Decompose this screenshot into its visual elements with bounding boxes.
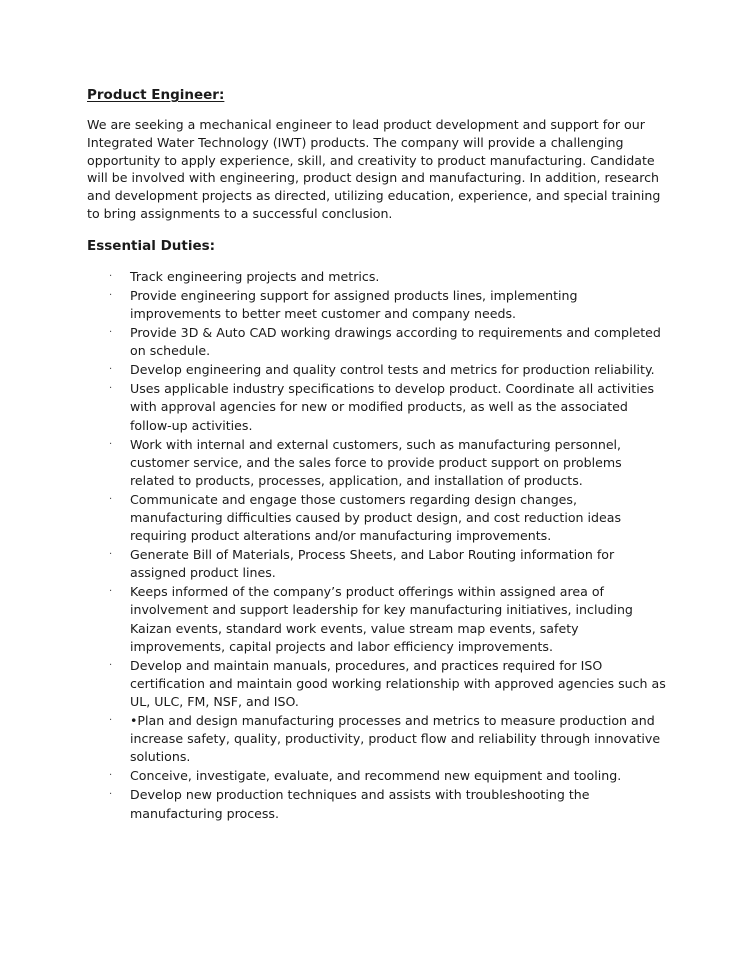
duty-item — [87, 712, 667, 766]
duties-list — [87, 268, 667, 823]
duty-item — [87, 380, 667, 434]
duty-item — [87, 287, 667, 323]
duty-text: Track engineering projects and metrics. — [130, 268, 380, 284]
bullet-icon: · — [109, 270, 113, 282]
bullet-icon: · — [109, 383, 113, 395]
bullet-icon: · — [109, 770, 113, 782]
duty-item — [87, 657, 667, 711]
duty-item — [87, 436, 667, 490]
duty-text: Develop and maintain manuals, procedures, and practices required for ISO certification and maintain good working relationship with approved agencies such as UL, ULC, FM, NSF, and ISO. — [130, 657, 666, 709]
duty-item — [87, 491, 667, 545]
bullet-icon: · — [109, 789, 113, 801]
bullet-icon: · — [109, 327, 113, 339]
duty-item — [87, 767, 667, 785]
duty-text: Develop new production techniques and assists with troubleshooting the manufacturing process. — [130, 787, 590, 821]
bullet-icon: · — [109, 659, 113, 671]
bullet-icon: · — [109, 493, 113, 505]
duty-item — [87, 546, 667, 582]
page-title: Product Engineer: — [87, 87, 225, 103]
duty-text: Conceive, investigate, evaluate, and recommend new equipment and tooling. — [130, 768, 622, 784]
bullet-icon: · — [109, 549, 113, 561]
duty-text: Generate Bill of Materials, Process Sheets, and Labor Routing information for assigned product lines. — [130, 547, 615, 581]
document-content — [87, 86, 667, 824]
duty-item — [87, 361, 667, 379]
duty-item — [87, 583, 667, 655]
duty-text: Uses applicable industry specifications to develop product. Coordinate all activities with approval agencies for new or modified products, as well as the associated follow-up activities. — [130, 381, 655, 433]
bullet-icon: · — [109, 364, 113, 376]
duty-text: Work with internal and external customers, such as manufacturing personnel, customer service, and the sales force to provide product support on problems related to products, processes, application, and installation of products. — [130, 436, 622, 488]
bullet-icon: · — [109, 438, 113, 450]
essential-duties-heading: Essential Duties: — [87, 237, 216, 254]
duty-text: Provide 3D & Auto CAD working drawings according to requirements and completed on schedule. — [130, 325, 661, 359]
duty-item — [87, 268, 667, 286]
duty-text: Provide engineering support for assigned products lines, implementing improvements to better meet customer and company needs. — [130, 287, 578, 321]
duty-text: Keeps informed of the company’s product offerings within assigned area of involvement and support leadership for key manufacturing initiatives, including Kaizan events, standard work events, value stream map events, safety improvements, capital projects and labor efficiency improvements. — [130, 584, 633, 654]
intro-paragraph: We are seeking a mechanical engineer to lead product development and support for our Integrated Water Technology (IWT) products. The company will provide a challenging opportunity to apply experience, skill, and creativity to product manufacturing. Candidate will be involved with engineering, product design and manufacturing. In addition, research and development projects as directed, utilizing education, experience, and special training to bring assignments to a successful conclusion. — [87, 117, 661, 221]
duty-item — [87, 786, 667, 822]
duty-text: Communicate and engage those customers regarding design changes, manufacturing difficulties caused by product design, and cost reduction ideas requiring product alterations and/or manufacturing improvements. — [130, 491, 622, 544]
duty-text: •Plan and design manufacturing processes and metrics to measure production and increase safety, quality, productivity, product flow and reliability through innovative solutions. — [130, 713, 661, 765]
bullet-icon: · — [109, 586, 113, 598]
duty-text: Develop engineering and quality control tests and metrics for production reliability. — [130, 362, 655, 378]
bullet-icon: · — [109, 715, 113, 727]
duty-item — [87, 324, 667, 360]
bullet-icon: · — [109, 289, 113, 301]
